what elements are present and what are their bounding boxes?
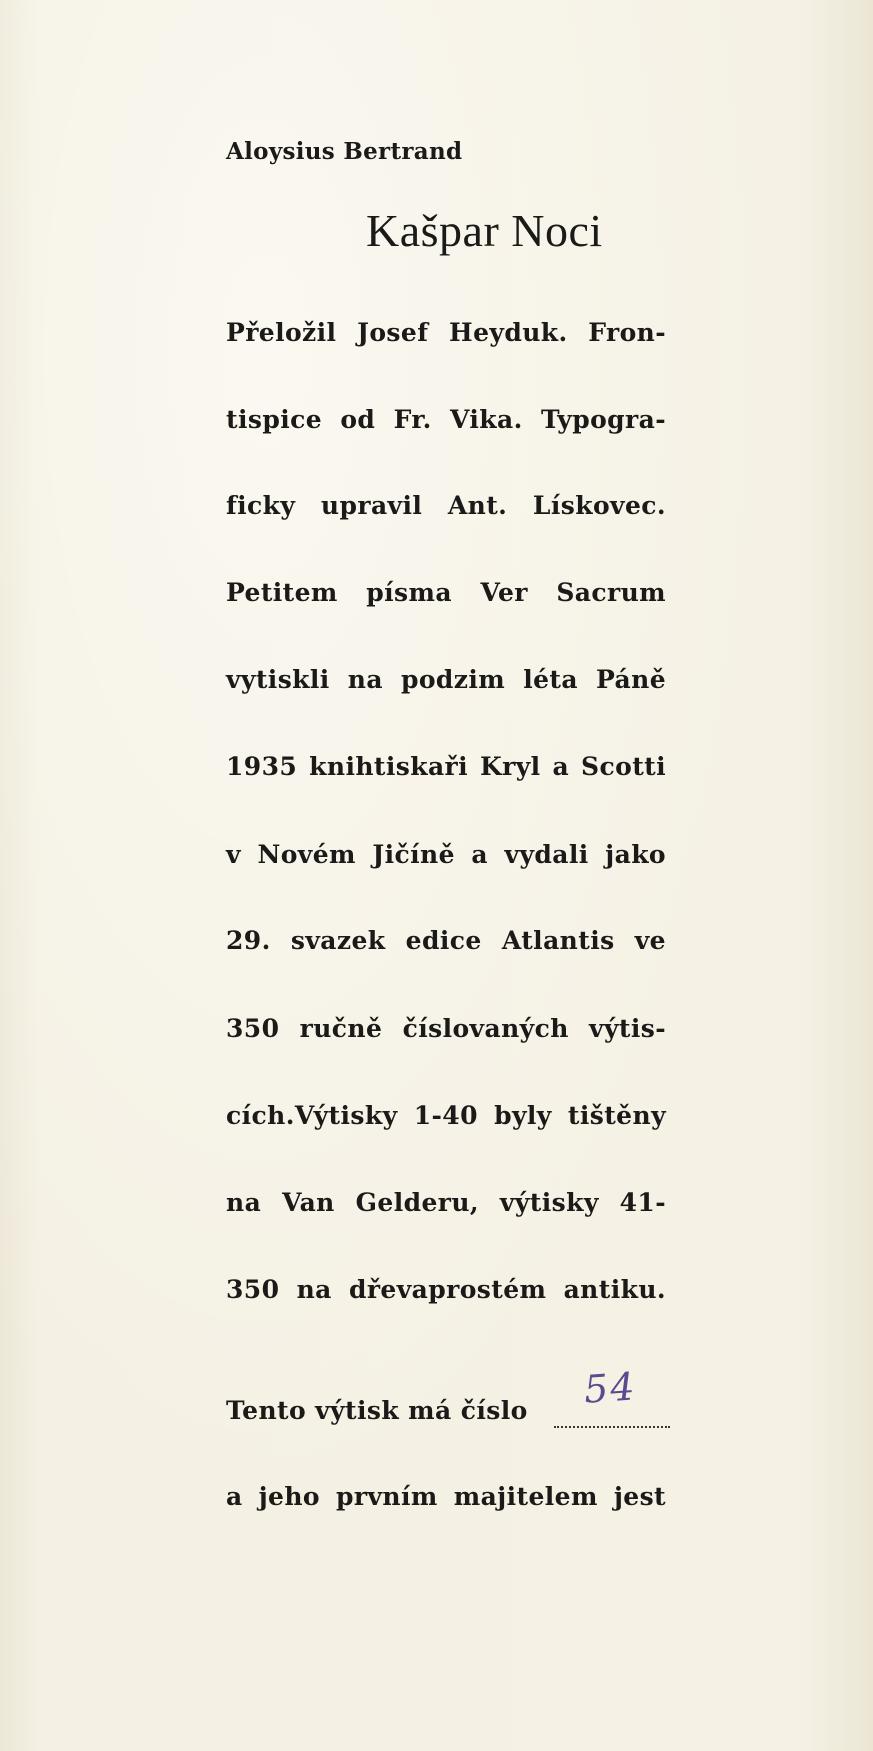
colophon-line: 350 na dřevaprostém antiku. [226,1275,666,1304]
colophon-line: ficky upravil Ant. Lískovec. [226,491,666,520]
colophon-line: vytiskli na podzim léta Páně [226,665,666,694]
colophon-line: 29. svazek edice Atlantis ve [226,926,666,955]
book-title: Kašpar Noci [366,205,603,256]
colophon-line: 1935 knihtiskaři Kryl a Scotti [226,752,666,781]
copy-number-line [226,1364,671,1436]
owner-line: a jeho prvním majitelem jest [226,1482,666,1511]
colophon-line: cích.Výtisky 1-40 byly tištěny [226,1101,666,1130]
copy-number-label: Tento výtisk má číslo [226,1396,528,1425]
author-name: Aloysius Bertrand [226,138,463,165]
colophon-line: Přeložil Josef Heyduk. Fron- [226,318,666,347]
handwritten-copy-number: 54 [582,1364,638,1412]
colophon-line: Petitem písma Ver Sacrum [226,578,666,607]
colophon-line: 350 ručně číslovaných výtis- [226,1014,666,1043]
colophon-line: tispice od Fr. Vika. Typogra- [226,405,666,434]
colophon-line: na Van Gelderu, výtisky 41- [226,1188,666,1217]
colophon-line: v Novém Jičíně a vydali jako [226,840,666,869]
